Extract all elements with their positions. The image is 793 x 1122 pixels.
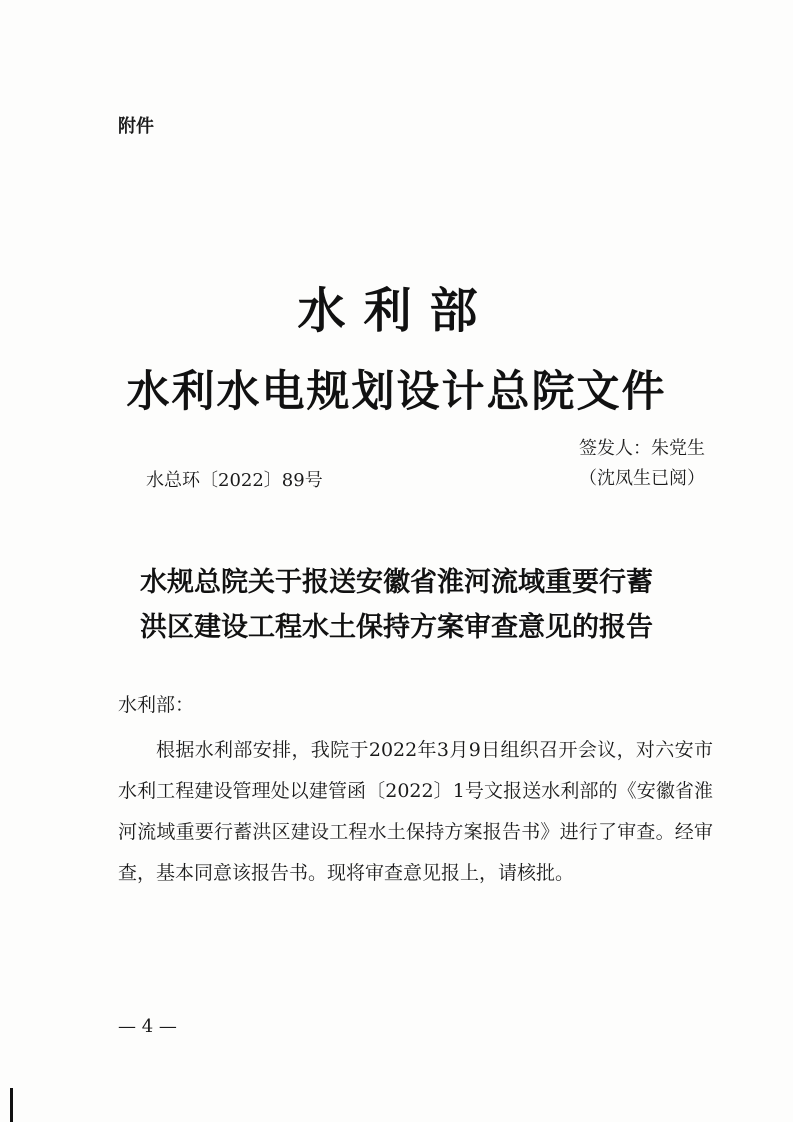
issuing-org-name: 水利部 — [297, 283, 496, 339]
title-line-2: 洪区建设工程水土保持方案审查意见的报告 — [140, 612, 653, 643]
signer-block — [579, 434, 705, 494]
document-number: 水总环〔2022〕89号 — [146, 470, 323, 491]
title-line-1: 水规总院关于报送安徽省淮河流域重要行蓄 — [140, 567, 653, 598]
salutation: 水利部： — [118, 694, 195, 716]
body-paragraph: 根据水利部安排，我院于2022年3月9日组织召开会议，对六安市水利工程建设管理处以建管函〔2022〕1号文报送水利部的《安徽省淮河流域重要行蓄洪区建设工程水土保持方案报告书》进行了审查。经审查，基本同意该报告书。现将审查意见报上，请核批。 — [118, 739, 713, 884]
scan-edge-mark — [10, 1088, 13, 1122]
issuing-org-document-header: 水利水电规划设计总院文件 — [126, 367, 667, 417]
attachment-label: 附件 — [118, 116, 154, 137]
signer-name: 签发人：朱党生 — [579, 438, 705, 459]
document-title — [0, 560, 793, 650]
page-number: — 4 — — [118, 1016, 177, 1037]
signer-note: （沈凤生已阅） — [579, 468, 705, 489]
